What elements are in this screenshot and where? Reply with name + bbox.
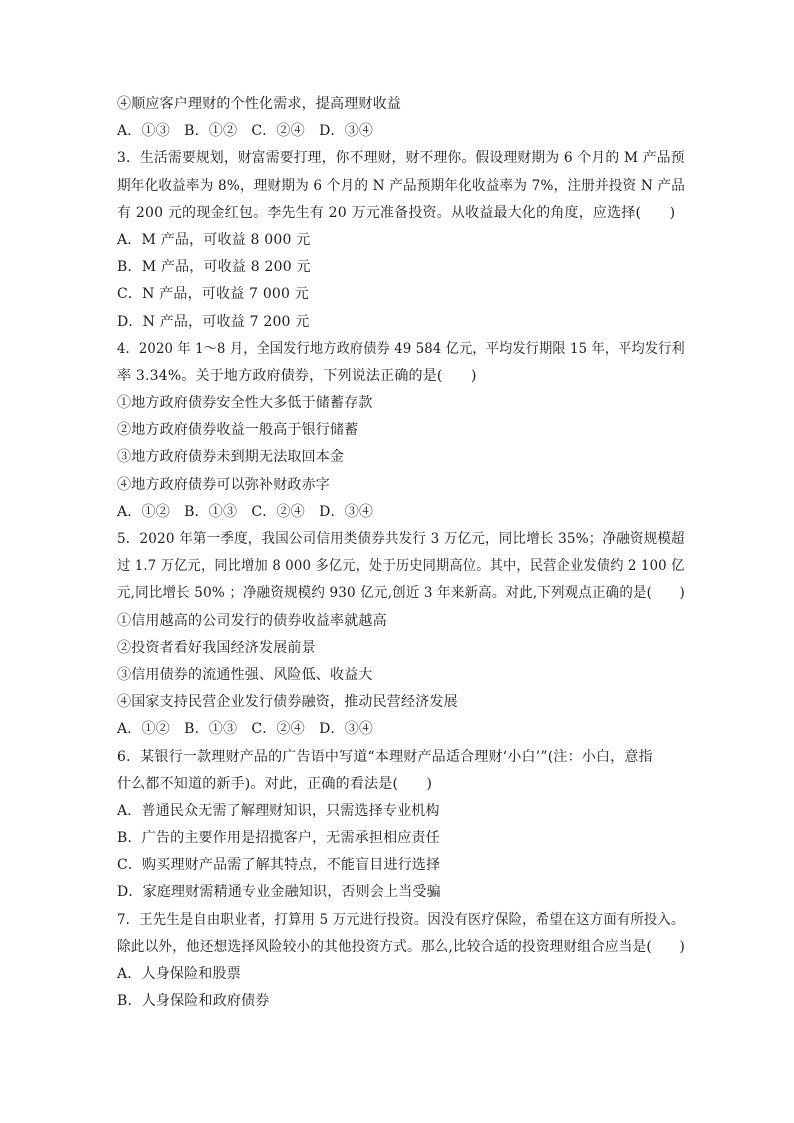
option-a: A．人身保险和股票 bbox=[117, 966, 241, 982]
statement-3: ③地方政府债券未到期无法取回本金 bbox=[117, 449, 345, 466]
statement-1: ①地方政府债券安全性大多低于储蓄存款 bbox=[117, 395, 373, 412]
question-stem: 什么都不知道的新手)。对此，正确的看法是( ) bbox=[117, 775, 433, 792]
question-stem: 过 1.7 万亿元，同比增加 8 000 多亿元，处于历史同期高位。其中，民营企业发债约 2 100 亿 bbox=[117, 558, 685, 575]
answer-options: A．①② B．①③ C．②④ D．③④ bbox=[117, 503, 374, 520]
statement-3: ③信用债券的流通性强、风险低、收益大 bbox=[117, 666, 373, 683]
question-stem: 7．王先生是自由职业者，打算用 5 万元进行投资。因没有医疗保险，希望在这方面有所投入。 bbox=[117, 911, 685, 928]
text-line: ④顺应客户理财的个性化需求，提高理财收益 bbox=[117, 96, 401, 112]
question-stem: 率 3.34%。关于地方政府债券，下列说法正确的是( ) bbox=[117, 367, 477, 384]
question-7 bbox=[117, 907, 685, 1016]
option-a: A．M 产品，可收益 8 000 元 bbox=[117, 231, 311, 248]
question-5 bbox=[117, 526, 685, 744]
option-a: A．普通民众无需了解理财知识，只需选择专业机构 bbox=[117, 802, 440, 819]
question-stem: 4．2020 年 1～8 月，全国发行地方政府债券 49 584 亿元，平均发行期限 15 年，平均发行利 bbox=[117, 340, 685, 357]
statement-4: ④地方政府债券可以弥补财政赤字 bbox=[117, 476, 330, 493]
question-stem: 3．生活需要规划，财富需要打理，你不理财，财不理你。假设理财期为 6 个月的 M 产品预 bbox=[117, 150, 685, 167]
question-stem: 6．某银行一款理财产品的广告语中写道“本理财产品适合理财‘小白’”(注：小白，意指 bbox=[117, 748, 653, 765]
statement-1: ①信用越高的公司发行的债券收益率就越高 bbox=[117, 612, 387, 629]
answer-options: A．①③ B．①② C．②④ D．③④ bbox=[117, 123, 374, 140]
question-2-tail bbox=[117, 91, 685, 145]
question-stem: 期年化收益率为 8%，理财期为 6 个月的 N 产品预期年化收益率为 7%，注册并投资 N 产品 bbox=[117, 177, 686, 194]
question-stem: 5．2020 年第一季度，我国公司信用类债券共发行 3 万亿元，同比增长 35%；净融资规模超 bbox=[117, 531, 685, 547]
question-4 bbox=[117, 336, 685, 526]
statement-4: ④国家支持民营企业发行债券融资，推动民营经济发展 bbox=[117, 694, 458, 711]
question-3 bbox=[117, 145, 685, 335]
question-6 bbox=[117, 744, 685, 907]
answer-options: A．①② B．①③ C．②④ D．③④ bbox=[117, 721, 374, 738]
option-b: B．M 产品，可收益 8 200 元 bbox=[117, 259, 311, 276]
option-c: C．N 产品，可收益 7 000 元 bbox=[117, 286, 309, 303]
option-d: D．N 产品，可收益 7 200 元 bbox=[117, 313, 310, 330]
question-stem: 除此以外，他还想选择风险较小的其他投资方式。那么,比较合适的投资理财组合应当是( ) bbox=[117, 938, 685, 955]
option-b: B．广告的主要作用是招揽客户，无需承担相应责任 bbox=[117, 830, 440, 847]
option-c: C．购买理财产品需了解其特点，不能盲目进行选择 bbox=[117, 857, 441, 874]
question-stem: 元,同比增长 50% ；净融资规模约 930 亿元,创近 3 年来新高。对此,下列观点正确的是( ) bbox=[117, 585, 685, 602]
question-stem: 有 200 元的现金红包。李先生有 20 万元准备投资。从收益最大化的角度，应选择( ) bbox=[117, 204, 676, 221]
statement-2: ②地方政府债券收益一般高于银行储蓄 bbox=[117, 422, 359, 439]
statement-2: ②投资者看好我国经济发展前景 bbox=[117, 639, 316, 656]
option-d: D．家庭理财需精通专业金融知识，否则会上当受骗 bbox=[117, 884, 441, 901]
option-b: B．人身保险和政府债券 bbox=[117, 993, 270, 1010]
exam-content bbox=[117, 91, 685, 1015]
